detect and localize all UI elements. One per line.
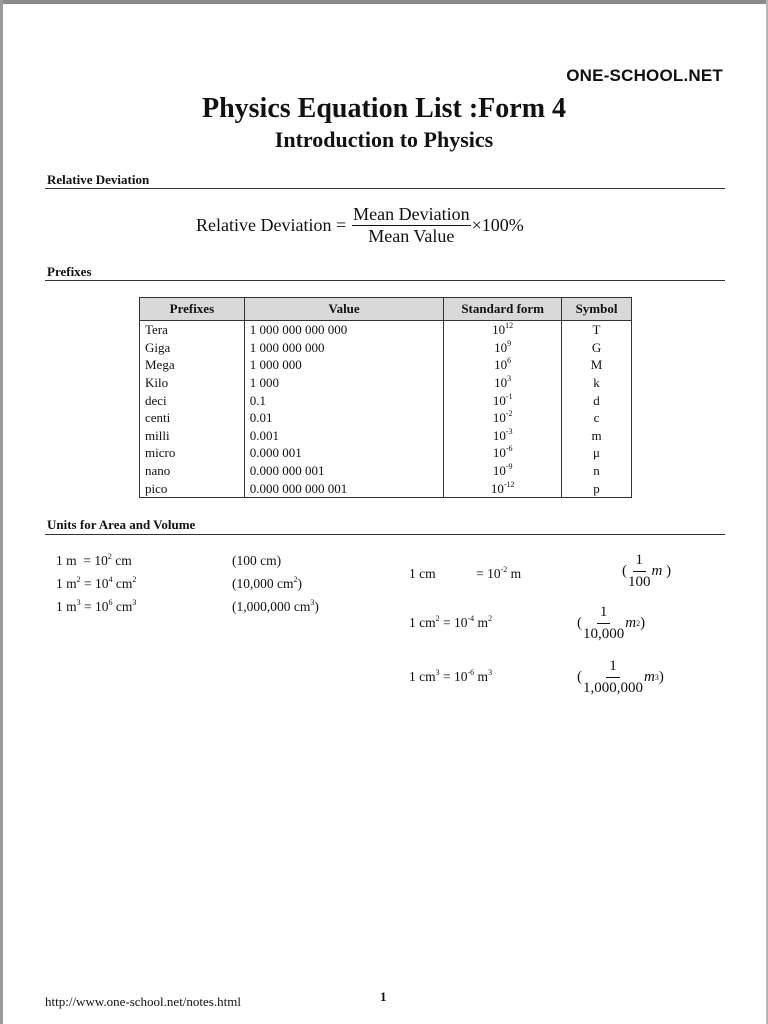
prefix-symbol: p [562,479,632,497]
unit-note-volume: (1,000,000 $cm^3$) [232,598,319,614]
standard-form-base: 10 [490,480,504,496]
prefix-name: deci [140,391,245,409]
prefix-row [140,374,632,392]
prefix-row [140,321,632,339]
page-edge-top [0,0,768,4]
prefix-symbol: c [562,409,632,427]
prefix-name: Giga [140,339,245,357]
prefix-name: milli [140,427,245,445]
prefix-standard-form [444,427,562,445]
prefix-value: 0.001 [244,427,443,445]
prefix-symbol: k [562,374,632,392]
unit-eq-cm-to-m: 1 cm = $10^{-2}$ m [409,565,522,581]
standard-form-exponent: -2 [505,409,513,419]
page-title: Physics Equation List :Form 4 [201,93,567,124]
prefix-standard-form [444,321,562,339]
unit-fraction-volume: ( $\frac{1}{1,000,000}$ m 3 ) [577,658,664,696]
prefix-standard-form [444,374,562,392]
prefix-value: 1 000 [244,374,443,392]
standard-form-base: 10 [494,339,508,355]
standard-form-exponent: -3 [505,426,513,436]
unit-eq-area: 1 $m^2 = 10^4$ $cm^2$ [56,575,137,591]
prefix-row [140,339,632,357]
prefix-value: 0.000 001 [244,444,443,462]
formula-fraction [352,204,470,247]
prefix-name: Mega [140,356,245,374]
section-rule [45,188,725,189]
standard-form-base: 10 [494,357,508,373]
standard-form-exponent: -9 [505,462,513,472]
unit-fraction-length: ( $\frac{1}{100}$ m ) [622,552,672,590]
prefix-row [140,409,632,427]
prefix-symbol: d [562,391,632,409]
prefix-standard-form [444,339,562,357]
standard-form-base: 10 [492,410,506,426]
prefix-symbol: G [562,339,632,357]
prefix-standard-form [444,356,562,374]
prefix-value: 1 000 000 000 000 [244,321,443,339]
unit-note-area: (10,000 $cm^2$) [232,575,302,591]
prefix-table [139,297,632,498]
formula-suffix: ×100% [471,215,524,235]
prefix-value: 0.01 [244,409,443,427]
prefix-value: 0.1 [244,391,443,409]
unit-eq-length: 1 $m = 10^2$ cm [56,552,132,568]
prefix-row [140,462,632,480]
prefix-standard-form [444,409,562,427]
unit-note-length: (100 cm) [232,553,282,568]
prefix-row [140,479,632,497]
prefix-name: Kilo [140,374,245,392]
prefix-table-header [140,298,632,321]
standard-form-base: 10 [492,322,506,338]
header-value: Value [244,298,443,321]
page-subtitle: Introduction to Physics [274,127,494,152]
standard-form-base: 10 [492,427,506,443]
relative-deviation-formula [196,204,524,247]
prefix-symbol: n [562,462,632,480]
prefix-name: pico [140,479,245,497]
unit-fraction-area: ( $\frac{1}{10,000}$ m 2 ) [577,604,646,642]
section-rule [45,534,725,535]
standard-form-exponent: 6 [507,356,512,366]
prefix-row [140,356,632,374]
formula-denominator: Mean Value [368,226,455,246]
standard-form-base: 10 [492,463,506,479]
prefix-row [140,391,632,409]
header-prefixes: Prefixes [140,298,245,321]
standard-form-exponent: -1 [505,391,513,401]
prefix-symbol: m [562,427,632,445]
standard-form-exponent: -6 [505,444,513,454]
prefix-name: micro [140,444,245,462]
page-number: 1 [380,989,387,1004]
formula-lhs: Relative Deviation = [196,215,347,235]
unit-eq-volume: 1 $m^3 = 10^6$ $cm^3$ [56,598,137,614]
footer-url: http://www.one-school.net/notes.html [45,994,241,1009]
prefix-standard-form [444,479,562,497]
section-heading-relative-deviation: Relative Deviation [47,172,150,187]
prefix-row [140,444,632,462]
section-rule [45,280,725,281]
header-symbol: Symbol [562,298,632,321]
prefix-value: 1 000 000 [244,356,443,374]
standard-form-exponent: 3 [507,374,512,384]
page-edge-left [0,0,3,1024]
prefix-value: 0.000 000 000 001 [244,479,443,497]
site-name: ONE-SCHOOL.NET [566,66,723,85]
section-heading-units: Units for Area and Volume [47,517,196,532]
standard-form-base: 10 [492,392,506,408]
prefix-symbol: M [562,356,632,374]
prefix-standard-form [444,444,562,462]
prefix-name: nano [140,462,245,480]
prefix-value: 0.000 000 001 [244,462,443,480]
prefix-standard-form [444,391,562,409]
standard-form-base: 10 [492,445,506,461]
header-standard-form: Standard form [444,298,562,321]
prefix-name: Tera [140,321,245,339]
prefix-value: 1 000 000 000 [244,339,443,357]
prefix-standard-form [444,462,562,480]
prefix-symbol: μ [562,444,632,462]
unit-eq-cm2-to-m2: 1 $cm^2 = 10^{-4}$ $m^2$ [409,614,493,630]
formula-numerator: Mean Deviation [353,204,470,224]
standard-form-exponent: 12 [505,321,514,331]
section-heading-prefixes: Prefixes [47,264,92,279]
standard-form-base: 10 [494,375,508,391]
prefix-row [140,427,632,445]
prefix-name: centi [140,409,245,427]
standard-form-exponent: 9 [507,338,512,348]
unit-eq-cm3-to-m3: 1 $cm^3 = 10^{-6}$ $m^3$ [409,668,493,684]
prefix-symbol: T [562,321,632,339]
standard-form-exponent: -12 [503,479,515,489]
